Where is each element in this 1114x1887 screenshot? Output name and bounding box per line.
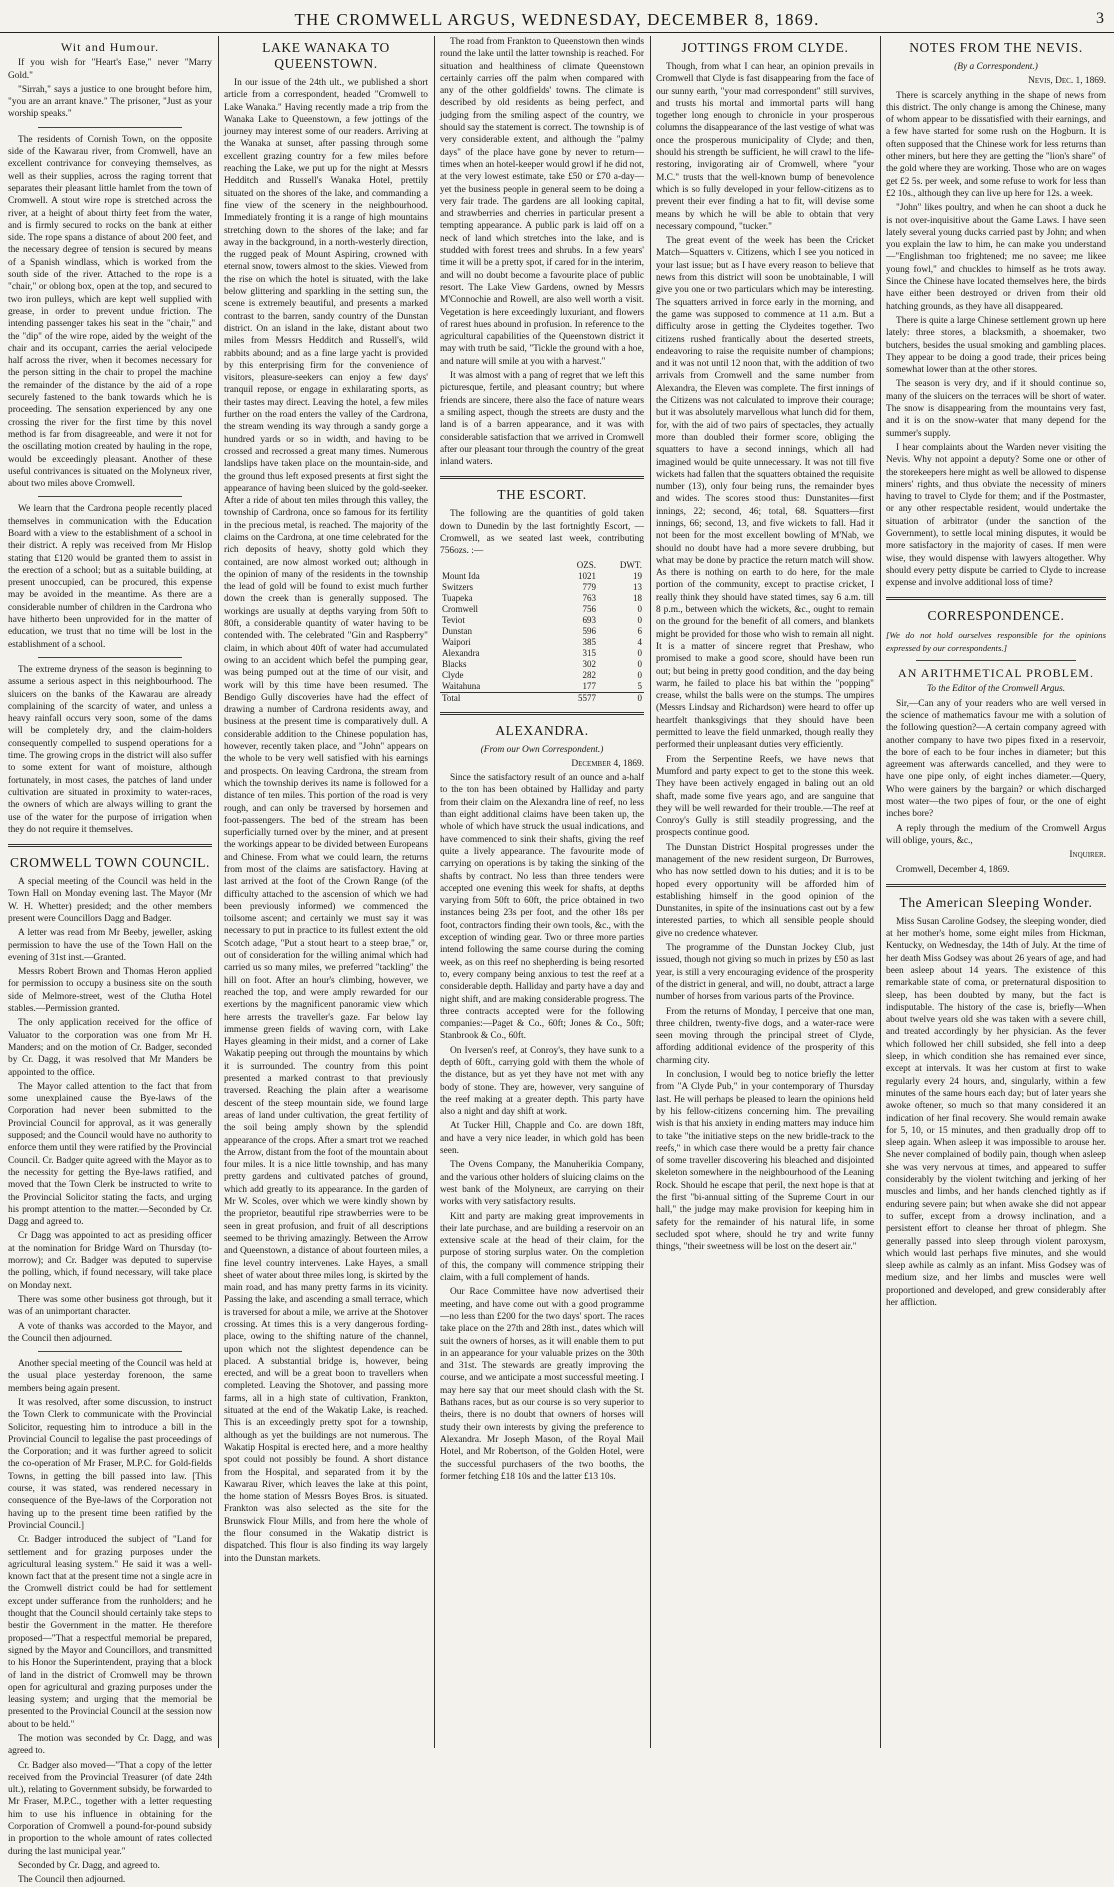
article-paragraph: I hear complaints about the Warden never visiting the Nevis. Why not appoint a deputy? Some one or other of the storekeepers here might as well be allowed to dispense miners' rights, and thus obviate the necessity of miners having to travel to Clyde for them; and if the Postmaster, or any other respectable resident, would undertake the situation of arbitrator (under the sanction of the Government), to settle local mining disputes, it would be more satisfactory in the majority of cases. If men were wise, they would dispense with lawyers altogether. Why should every petty dispute be carried to Clyde to increase expense and involve additional loss of time? <box>886 442 1106 589</box>
escort-dwt: 0 <box>637 669 642 680</box>
problem-addressee: To the Editor of the Cromwell Argus. <box>926 684 1066 695</box>
humour-item: "Sirrah," says a justice to one brought before him, "you are an arrant knave." The prisoner, "Just as your worship speaks." <box>8 84 212 120</box>
alexandra-heading: ALEXANDRA. <box>495 722 589 738</box>
council-paragraph: A vote of thanks was accorded to the Mayor, and the Council then adjourned. <box>8 1321 212 1344</box>
divider <box>38 496 182 497</box>
column-2 <box>224 36 428 1748</box>
escort-place: Tuapeka <box>442 592 473 603</box>
dateline: Nevis, Dec. 1, 1869. <box>1028 76 1106 87</box>
escort-row <box>440 615 644 626</box>
escort-total-row <box>440 692 644 704</box>
clyde-heading: JOTTINGS FROM CLYDE. <box>681 40 849 55</box>
escort-oz: 763 <box>582 592 596 603</box>
council-paragraph: Messrs Robert Brown and Thomas Heron applied for permission to occupy a business site on the south side of Melmore-street, west of the Clutha Hotel stables.—Permission granted. <box>8 967 212 1015</box>
article-paragraph: There is quite a large Chinese settlement grown up here lately: three stores, a blacksmith, a shoemaker, two butchers, besides the usual smoking and gambling places. They appear to be doing a good trade, their prices being somewhat lower than at the other stores. <box>886 315 1106 376</box>
column-rule <box>880 36 881 1748</box>
council-paragraph: Cr Dagg was appointed to act as presiding officer at the nomination for Bridge Ward on Thursday (to-morrow); and Cr. Badger was deputed to supervise the polling, which, if found necessary, will take place on Monday next. <box>8 1231 212 1291</box>
council-paragraph: Another special meeting of the Council was held at the usual place yesterday forenoon, the same members being again present. <box>8 1359 212 1394</box>
correspondence-heading: CORRESPONDENCE. <box>927 608 1065 624</box>
article-paragraph: A reply through the medium of the Cromwell Argus will oblige, yours, &c., <box>886 823 1106 846</box>
escort-row <box>440 659 644 670</box>
council-paragraph: A letter was read from Mr Beeby, jeweller, asking permission to have the use of the Town Hall on the evening of 31st inst.—Granted. <box>8 928 212 963</box>
escort-dwt: 5 <box>637 680 642 691</box>
escort-oz: 177 <box>582 680 596 691</box>
article-paragraph: The season is very dry, and if it should continue so, many of the sluicers on the terraces will be short of water. The snow is disappearing from the mountains very fast, and it is on the snow-water that many depend for the summer's supply. <box>886 379 1106 439</box>
escort-total-oz: 5577 <box>552 692 598 704</box>
escort-intro: The following are the quantities of gold taken down to Dunedin by the last fortnightly Escort, —Cromwell, as we seated last week, contributing 756ozs. :— <box>440 509 644 557</box>
article-paragraph: In conclusion, I would beg to notice briefly the letter from "A Clyde Pub," in your contemporary of Thursday last. He will perhaps be pleased to learn the opinions held by his fellow-citizens concerning him. The prevailing wish is that his anxiety in ending matters may induce him to take "the initiative steps on the new bridle-track to the reefs," in which case there would be a pretty fair chance of some traveller discovering his bleached and disjointed skeleton somewhere in the neighbourhood of the Leaning Rock. Should he escape that peril, the next hope is that at the first "bi-annual sitting of the Supreme Court in our hall," the judge may make provision for keeping him in safety for the remainder of his natural life, in some secluded spot where, should he try and write funny things, "their sweetness will be lost on the desert air." <box>656 1070 874 1253</box>
column-5 <box>886 36 1106 1748</box>
escort-dwt: 4 <box>637 636 642 647</box>
escort-place: Clyde <box>442 669 464 680</box>
escort-heading: THE ESCORT. <box>497 487 587 503</box>
correspondent-note: (From our Own Correspondent.) <box>480 744 604 755</box>
article-paragraph: The road from Frankton to Queenstown then winds round the lake until the latter township is reached. For situation and healthiness of climate Queenstown certainly carries off the palm when compared with any of the other goldfields' towns. The climate is described by old residents as being perfect, and judging from the smiling aspect of the country, we should say the statement is correct. The township is of very considerable extent, and although the "palmy days" of the place have gone by never to return—times when an hotel-keeper would growl if he did not, at the very lowest estimate, take £50 or £70 a-day—yet the business people in general seem to be doing a very fair trade. The gardens are all looking capital, and strawberries and cherries in particular present a tempting appearance. A public park is laid off on a neck of land which stretches into the lake, and is studded with forest trees and shrubs. In a few years' time it will be a pretty spot, if cared for in the interim, and will no doubt become a favourite place of public resort. The Lake View Gardens, owned by Messrs M'Connochie and Rowell, are also well worth a visit. Vegetation is here exceedingly luxuriant, and flowers of rarest hues abound in profusion. In reference to the agricultural capabilities of the Queenstown district it may with truth be said, "Tickle the ground with a hoe, and nature will smile at you with a harvest." <box>440 37 644 367</box>
unit-dwt: DWT. <box>619 559 642 570</box>
escort-row <box>440 593 644 604</box>
escort-oz: 282 <box>582 669 596 680</box>
council-paragraph: The motion was seconded by Cr. Dagg, and was agreed to. <box>8 1734 212 1757</box>
article-paragraph: The great event of the week has been the Cricket Match—Squatters v. Citizens, which I see you noticed in your last issue; but as I have every reason to believe that news from this district will soon be unobtainable, I will give you one or two particulars which may be interesting. The squatters arrived in force early in the morning, and the game was supposed to commence at 11 a.m. But a difficulty arose in getting the Clydeites together. Two citizens rushed frantically about the deserted streets, endeavoring to raise the requisite number of champions; and it was not until 12 noon that, with the addition of two arrivals from Cromwell and the same number from Alexandra, the Eleven was complete. The first innings of the Citizens was not calculated to improve their courage; but it was absolutely marvellous what lunch did for them, for, with the aid of two pairs of spectacles, they actually more than doubled their former score, obliging the squatters to have a second innings, which all had imagined would be quite unnecessary. It was not till five wickets had fallen that the squatters obtained the requisite number (13), only four being runs, the remainder byes and wides. The scores stood thus: Dunstanites—first innings, 22; second, 46; total, 68. Squatters—first innings, 66; second, 13, and five wickets to fall. Had it not been for the most excellent bowling of M'Nab, we should no doubt have had a more severe drubbing, but what may be done by practice the return match will show. As there is nothing on earth to do here, for the male portion of the community, except to practise cricket, I really think they should have stated times, say 6 a.m. till 8 p.m., between which the wickets, &c., ought to remain on the ground for the benefit of all comers, and blankets might be provided for those who wish to remain all night. It is a matter of sincere regret that Preshaw, who promised to make a good score, should have been run out; but being in pretty good condition, and the day being warm, he failed to place his bat within the "popping" crease, whilst the balls were on the stumps. The umpires (Messrs Lindsay and Richardson) were heard to offer up heartfelt thanksgivings that they should have been permitted to leave the field unmarked, though really they performed their unpleasant duties very efficiently. <box>656 236 874 751</box>
escort-row <box>440 648 644 659</box>
divider <box>886 597 1106 600</box>
council-paragraph: Cr. Badger also moved—"That a copy of the letter received from the Provincial Treasurer (of date 24th ult.), relating to Government subsidy, be forwarded to Mr Fraser, M.P.C., together with a letter requesting him to use his influence in obtaining for the Corporation of Cromwell a pound-for-pound subsidy in proportion to the whole amount of rates collected during the last municipal year." <box>8 1760 212 1857</box>
escort-dwt: 0 <box>637 603 642 614</box>
page-number: 3 <box>1096 10 1104 27</box>
article-paragraph: Sir,—Can any of your readers who are well versed in the science of mathematics favour me with a solution of the following question?—A certain company agreed with another company to have two pipes fixed in a reservoir, the bore of each to be four inches in diameter; but this agreement was afterwards cancelled, and they were to have one pipe only, of eight inches diameter.—Query, Who were gainers by the bargain? or which discharged most water—the two pipes of four, or the one of eight inches bore? <box>886 698 1106 820</box>
escort-oz: 385 <box>582 636 596 647</box>
escort-oz: 779 <box>582 581 596 592</box>
unit-oz: OZS. <box>576 559 596 570</box>
escort-row <box>440 670 644 681</box>
escort-dwt: 0 <box>637 614 642 625</box>
nevis-heading: NOTES FROM THE NEVIS. <box>909 40 1083 55</box>
escort-dwt: 0 <box>637 658 642 669</box>
escort-oz: 315 <box>582 647 596 658</box>
correspondent-note: (By a Correspondent.) <box>954 62 1038 72</box>
article-paragraph: Though, from what I can hear, an opinion prevails in Cromwell that Clyde is fast disappearing from the face of our sunny earth, "your mad correspondent" still survives, and trusts his mortal and immortal parts will hang together long enough to chronicle in your prosperous columns the disappearance of the last vestige of what was once the prosperous municipality of Clyde; and then, should his strength be sufficient, he will crawl to the life-restoring, invigorating air of Cromwell, where "your M.C." trusts that the well-known bump of benevolence which is so fully developed in your fellow-citizens as to prevent their ever finding a hat to fit, will devise some means by which he will be able to obtain that very necessary compound, "tucker." <box>656 62 874 232</box>
divider <box>440 476 644 479</box>
escort-place: Switzers <box>442 581 473 592</box>
escort-row <box>440 604 644 615</box>
escort-dwt: 18 <box>633 592 642 603</box>
divider <box>916 660 1076 661</box>
escort-oz: 302 <box>582 658 596 669</box>
escort-row <box>440 571 644 582</box>
humour-heading: Wit and Humour. <box>60 40 160 54</box>
article-paragraph: Our Race Committee have now advertised their meeting, and have come out with a good programme—no less than £200 for the two days' sport. The races take place on the 27th and 28th inst., dates which will suit the owners of horses, as it will enable them to put in an appearance for your valuable prizes on the 30th and 31st. The stewards are greatly improving the course, and we anticipate a most successful meeting. I may here say that our meet should clash with the St. Bathans races, but as our course is so very superior to theirs, there is no doubt that owners of horses will study their own interests by giving the preference to Alexandra. Mr Joseph Mason, of the Royal Mail Hotel, and Mr Robertson, of the Golden Hotel, were the successful purchasers of the two booths, the former fetching £18 10s and the latter £13 10s. <box>440 1287 644 1482</box>
escort-dwt: 13 <box>633 581 642 592</box>
escort-table <box>440 560 644 704</box>
council-paragraph: The only application received for the office of Valuator to the corporation was one from Mr H. Manders; and on the motion of Cr. Badger, seconded by Cr. Dagg, it was resolved that Mr Manders be appointed to the office. <box>8 1018 212 1078</box>
council-paragraph: It was resolved, after some discussion, to instruct the Town Clerk to communicate with the Provincial Solicitor, requesting him to introduce a bill in the Provincial Council to legalise the past proceedings of the Corporation; and it was further agreed to solicit the co-operation of Mr Fraser, M.P.C. for Gold-fields Towns, in getting the bill passed into law. [This course, it was stated, was rendered necessary in consequence of the Bye-laws of the Corporation not having up to the present time been ratified by the Provincial Council.] <box>8 1397 212 1531</box>
escort-oz: 756 <box>582 603 596 614</box>
divider <box>886 884 1106 887</box>
article-paragraph: In our issue of the 24th ult., we published a short article from a correspondent, headed "Cromwell to Lake Wanaka." Having recently made a trip from the Wanaka Lake to Queenstown, a few jottings of the journey may interest some of our readers. Arriving at the Wanaka at sunset, after passing through some excellent grazing country for a few miles before reaching the Lake, we put up for the night at Messrs Hedditch and Russell's Wanaka Hotel, prettily situated on the shores of the lake, and commanding a fine view of the scenery in the neighbourhood. Immediately fronting it is a range of high mountains stretching down to the shores of the lake; and far away in the background, in a north-westerly direction, the rugged peak of Mount Aspiring, crowned with eternal snow, towers almost to the skies. Viewed from the rise on which the hotel is situated, with the lake below glittering and sparkling in the setting sun, the scene is extremely beautiful, and presents a marked contrast to the barren, sandy country of the Dunstan district. On an island in the lake, distant about two miles from Messrs Hedditch and Russell's, wild rabbits abound; and as a fine large yacht is provided by this enterprising firm for the convenience of visitors, pleasure-seekers can enjoy a few days' tranquil repose, or engage in exhilarating sports, as their tastes may direct. Leaving the hotel, a few miles further on the road enters the valley of the Cardrona, the stream wending its way through a sandy gorge a hundred yards or so in width, and having to be crossed and recrossed a great many times. Numerous landslips have taken place on the mountain-side, and the ground thus left exposed presents at first sight the appearance of having been sluiced by the gold-seeker. After a ride of about ten miles through this valley, the township of Cardrona, once so famous for its fertility in the precious metal, is reached. The majority of the claims on the Cardrona, at one time celebrated for the rich deposits of heavy, shotty gold which they contained, are now almost worked out; although in the opinion of many of the residents in the township the lead of gold will be found to exist much further down the creek than is generally supposed. The workings are usually at depths varying from 50ft to 80ft, a considerable quantity of water having to be contended with. The celebrated "Gin and Raspberry" claim, in which about 40ft of water had accumulated owing to an accident which befel the pumping gear, was being pumped out at the time of our visit, and work will by this time have been resumed. The Bendigo Gully discoveries have had the effect of drawing a number of Cardrona residents away, and business at the present time is comparatively dull. A considerable addition to the Chinese population has, however, recently taken place, and "John" appears on the whole to be very well satisfied with his earnings and prospects. On leaving Cardrona, the stream from which the township derives its name is followed for a distance of ten miles. This portion of the road is very rough, and can only be traversed by horsemen and foot-passengers. The bed of the stream has been superficially turned over by the miner, and at present the workings appear to be divided between Europeans and Chinese. From what we could learn, the returns from most of the claims are satisfactory. Having at last arrived at the foot of the Crown Range (of the difficulty attached to the ascension of which we had been previously informed) we commenced the toilsome ascent; and certainly we must say it was necessary to put in practice to its fullest extent the old Scotch adage, "Put a stout heart to a steep brae," or, out of consideration for the willing animal which had carried us so many miles, we preferred "tackling" the hill on foot. After an hour's climbing, however, we reached the top, and were amply rewarded for our exertions by the magnificent panoramic view which here arrests the traveller's gaze. Far below lay immense green fields of waving corn, with Lake Hayes gleaming in their midst, and a corner of Lake Wakatip peeping out through the mountains by which it is surrounded. The country from this point presented a marked contrast to that previously traversed. Reaching the plain after a wearisome descent of the steep mountain side, we found large areas of land under cultivation, the great fertility of the soil being amply shown by the splendid appearance of the crops. After a smart trot we reached the Arrow, distant from the foot of the mountain about four miles. It is a nice little township, and has many pretty gardens and cultivated patches of ground, which add greatly to its appearance. In the garden of Mr W. Scoles, over which we were kindly shown by the proprietor, beautiful ripe strawberries were to be seen in great profusion, and fruit of all descriptions seemed to be thriving amazingly. Between the Arrow and Queenstown, a distance of about fourteen miles, a fine level country intervenes. Lake Hayes, a small sheet of water about three miles long, is skirted by the main road, and has many pretty farms in its vicinity. Passing the lake, and ascending a small terrace, which is traversed for about a mile, we arrive at the Shotover crossing. At times this is a very dangerous fording-place, owing to the shifting nature of the channel, upon which not the slightest dependence can be placed. A substantial bridge is, however, being erected, and will be a great boon to travellers when completed. Leaving the Shotover, and passing more farms, all in a high state of cultivation, Frankton, situated at the end of the Wakatip Lake, is reached. This is an exceedingly pretty spot for a township, although as yet the buildings are not numerous. The Wakatip Hospital is erected here, and a more healthy spot could not possibly be found. A short distance from the Hospital, and separated from it by the Kawarau River, which leaves the lake at this point, the home station of Messrs Boyes Bros. is situated. Frankton was also selected as the site for the Brunswick Flour Mills, and from here the whole of the flour consumed in the Wakatip district is dispatched. This flour is also finding its way largely into the Dunstan markets. <box>224 78 428 1564</box>
escort-row <box>440 582 644 593</box>
article-paragraph: Miss Susan Caroline Godsey, the sleeping wonder, died at her mother's home, some eight miles from Hickman, Kentucky, on Wednesday, the 14th of July. At the time of her death Miss Godsey was about 26 years of age, and had been asleep about 14 years. The existence of this remarkable state of coma, or preternatural disposition to sleep, has been doubted by many, but the fact is indisputable. The history of the case is, briefly—When about twelve years old she was taken with a severe chill, and treated accordingly by her physician. As the fever which followed her chill subsided, she fell into a deep sleep, in which condition she has remained ever since, except at intervals. It was her custom at first to wake regularly every 24 hours, and, singularly, within a few minutes of the same hours each day; but of later years she awoke oftener, so much so that many considered it an indication of her final recovery. She would remain awake for 5, 10, or 15 minutes, and then gradually drop off to sleep again. When asleep it was impossible to arouse her. She never complained of bodily pain, though when asleep she was very nervous at times, and appeared to suffer considerably by the violent twitching and jerking of her muscles and limbs, and her hands clenched tightly as if enduring severe pain; but when awake she did not appear to suffer, except from a drowsy inclination, and a persistent effort to cleanse her throat of phlegm. She generally passed into sleep through violent paroxysm, which would last perhaps five minutes, and she would sleep awhile as calmly as an infant. Miss Godsey was of medium size, and her limbs and muscles were well proportioned and developed, and grew considerably after her affliction. <box>886 916 1106 1309</box>
column-rule <box>650 36 651 1748</box>
article-paragraph: The programme of the Dunstan Jockey Club, just issued, though not giving so much in prizes by £50 as last year, is still a very encouraging evidence of the prosperity of the district in general, and will, no doubt, attract a large number of horses from various parts of the Province. <box>656 943 874 1003</box>
escort-oz: 596 <box>582 625 596 636</box>
article-paragraph: From the returns of Monday, I perceive that one man, three children, twenty-five dogs, and a water-race were seen moving through the principal street of Clyde, affording additional evidence of the prosperity of this charming city. <box>656 1006 874 1066</box>
article-paragraph: There is scarcely anything in the shape of news from this district. The only change is among the Chinese, many of whom appear to be dissatisfied with their earnings, and a few have started for some rush on the Hogburn. It is often supposed that the Chinese work for less returns than other miners, but here they are getting the "lion's share" of the gold where they are working. Those who are on wages get £2 5s. per week, and some refuse to work for less than £2 10s., although they can live up here for 12s. a week. <box>886 90 1106 199</box>
article-paragraph: Since the satisfactory result of an ounce and a-half to the ton has been obtained by Halliday and party from their claim on the Alexandra line of reef, no less than eight additional claims have been taken up, the whole of which have struck the usual indications, and have commenced to sink their shafts, giving the reef quite a lively appearance. The favourite mode of carrying on operations is by taking the sinking of the shafts by contract. No less than three tenders were accepted one evening this week for shafts, at depths varying from 50ft to 60ft, the price obtained in two instances being 23s per foot, and the other 18s per foot, contractors finding their own tools, &c., with the exception of winding gear. Two or three more parties intend following the same course during the coming week, as on this reef no shepherding is being resorted to, every company being anxious to test the reef at a considerable depth. Halliday and party have a day and night shift, and are making considerable progress. The three contracts accepted were for the following companies:—Paget & Co., 60ft; Jones & Co., 50ft; Stanbrook & Co., 60ft. <box>440 773 644 1042</box>
article-paragraph: It was almost with a pang of regret that we left this picturesque, fertile, and pleasant country; but where friends are sincere, there also the face of nature wears a smiling aspect, though the streets are dusty and the land is of a barren appearance, and it was with considerable satisfaction that we arrived in Cromwell after our pleasant tour through the country of the great inland waters. <box>440 371 644 468</box>
article-paragraph: At Tucker Hill, Chapple and Co. are down 18ft, and have a very nice leader, in which gold has been seen. <box>440 1121 644 1157</box>
wonder-heading: The American Sleeping Wonder. <box>899 894 1093 910</box>
correspondence-note: [We do not hold ourselves responsible for the opinions expressed by our correspondents.] <box>886 630 1106 653</box>
escort-dwt: 6 <box>637 625 642 636</box>
column-rule <box>434 36 435 1748</box>
article-paragraph: The residents of Cornish Town, on the opposite side of the Kawarau river, from Cromwell, have an excellent contrivance for conveying themselves, as well as their supplies, across the raging torrent that separates their pleasant little hamlet from the town of Cromwell. A stout wire rope is stretched across the river, at a height of about thirty feet from the water, and is firmly secured to rocks on the bank at either side. The rope spans a distance of about 200 feet, and the necessary degree of tension is secured by means of a Spanish windlass, which is worked from the south side of the river. Attached to the rope is a "chair," or oblong box, open at the top, and secured to two iron pulleys, which are kept well supplied with grease, in order to prevent undue friction. The intending passenger takes his seat in the "chair," and the "dip" of the wire rope, aided by the weight of the chair and its occupant, carries the aerial velocipede half across the river, when it becomes necessary for the person sitting in the chair to propel the machine the remainder of the distance by the aid of a rope securely fastened to the bank towards which he is proceeding. The sensation experienced by any one crossing the river for the first time by this novel method is far from disagreeable, and were it not for the oscillating motion created by hauling in the rope, would be exceedingly pleasant. Another of these useful contrivances is situated on the Molyneux river, about two miles above Cromwell. <box>8 134 212 490</box>
masthead-title: THE CROMWELL ARGUS, WEDNESDAY, DECEMBER 8, 1869. <box>294 10 820 29</box>
article-paragraph: The Ovens Company, the Manuherikia Company, and the various other holders of sluicing claims on the west bank of the Molyneux, are carrying on their works with very satisfactory results. <box>440 1160 644 1208</box>
escort-oz: 1021 <box>578 570 596 581</box>
article-paragraph: "John" likes poultry, and when he can shoot a duck he is not over-inquisitive about the Game Laws. I have seen lately several young ducks carried past by John; and when you explain the law to him, he can make you understand—"Englishman too frightened; me no savee; me likee young fowl," and chuckles to himself as he trots away. Since the Chinese have located themselves here, the birds have either been destroyed or driven from their old hatching grounds, as they have all disappeared. <box>886 203 1106 312</box>
divider <box>38 657 182 658</box>
article-paragraph: Kitt and party are making great improvements in their late purchase, and are building a reservoir on an extensive scale at the head of their claim, for the purpose of storing surplus water. On the completion of this, the company will commence stripping their claim, with a full complement of hands. <box>440 1211 644 1284</box>
dateline: December 4, 1869. <box>571 758 644 769</box>
escort-total-dwt: 0 <box>598 692 644 704</box>
council-paragraph: Cr. Badger introduced the subject of "Land for settlement and for grazing purposes under the agricultural leasing system." He said it was a well-known fact that at the present time not a single acre in the Cromwell district could be had for settlement except under sufferance from the runholders; and he thought that the Council should certainly take steps to bestir the Government in the matter. He therefore proposed—"That a respectful memorial be prepared, signed by the Mayor and Councillors, and transmitted to his Honor the Superintendent, praying that a block of land in the district of Cromwell may be thrown open for agricultural and grazing purposes under the leasing system; and urging that the memorial be presented to the Provincial Council at the session now about to be held." <box>8 1535 212 1730</box>
escort-place: Cromwell <box>442 603 478 614</box>
column-rule <box>218 36 219 1748</box>
humour-item: If you wish for "Heart's Ease," never "Marry Gold." <box>8 58 212 81</box>
divider <box>440 712 644 715</box>
article-paragraph: On Iversen's reef, at Conroy's, they have sunk to a depth of 60ft., carrying gold with them the whole of the distance, but as yet they have not met with any body of stone. They are, however, very sanguine of the reef making at a greater depth. This party have also a night and day shift at work. <box>440 1045 644 1118</box>
article-paragraph: From the Serpentine Reefs, we have news that Mumford and party expect to get to the stone this week. They have been actively engaged in baling out an old shaft, made some five years ago, and are sanguine that they will be well rewarded for their trouble.—The reef at Conroy's Gully is still steadily progressing, and the prospects continue good. <box>656 754 874 839</box>
problem-heading: AN ARITHMETICAL PROBLEM. <box>898 666 1094 681</box>
escort-row <box>440 637 644 648</box>
escort-place: Waitahuna <box>442 680 481 691</box>
article-paragraph: The extreme dryness of the season is beginning to assume a serious aspect in this neighbourhood. The sluicers on the banks of the Kawarau are already complaining of the scarcity of water, and unless a heavy rainfall occurs very soon, some of the dams will be completely dry, and the claim-holders consequently compelled to suspend operations for a time. The growing crops in the district will also suffer to some extent for want of moisture, although fortunately, in most cases, the patches of land under cultivation are situated in proximity to water-races, the owners of which are always willing to grant the use of the water for the purpose of irrigation when they do not require it themselves. <box>8 664 212 835</box>
escort-units-row <box>440 560 644 571</box>
escort-total-label: Total <box>440 692 552 704</box>
column-1 <box>8 36 212 1886</box>
council-paragraph: There was some other business got through, but it was of an unimportant character. <box>8 1294 212 1318</box>
escort-place: Waipori <box>442 636 471 647</box>
escort-place: Mount Ida <box>442 570 480 581</box>
escort-dwt: 19 <box>633 570 642 581</box>
council-paragraph: A special meeting of the Council was held in the Town Hall on Monday evening last. The Mayor (Mr W. H. Whetter) presided; and the other members present were Councillors Dagg and Badger. <box>8 877 212 924</box>
council-paragraph: The Council then adjourned. <box>18 1875 126 1886</box>
divider <box>38 127 182 128</box>
escort-place: Blacks <box>442 658 467 669</box>
council-paragraph: Seconded by Cr. Dagg, and agreed to. <box>18 1860 160 1871</box>
divider <box>8 844 212 847</box>
escort-place: Teviot <box>442 614 465 625</box>
column-4 <box>656 36 874 1748</box>
council-heading: CROMWELL TOWN COUNCIL. <box>9 855 211 871</box>
escort-oz: 693 <box>582 614 596 625</box>
signature: Inquirer. <box>1069 850 1106 861</box>
dateline: Cromwell, December 4, 1869. <box>896 864 1010 875</box>
escort-row <box>440 626 644 637</box>
council-paragraph: The Mayor called attention to the fact that from some unexplained cause the Bye-laws of the Corporation had never been submitted to the Provincial Council for approval, as it was generally supposed; and the Council would have no authority to enforce them until they were ratified by the Provincial Council. Cr. Badger quite agreed with the Mayor as to the necessity for getting the Bye-laws ratified, and moved that the Town Clerk be instructed to write to the Provincial Solicitor stating the facts, and urging his prompt attention to the matter.—Seconded by Cr. Dagg and agreed to. <box>8 1081 212 1228</box>
escort-place: Alexandra <box>442 647 480 658</box>
wanaka-heading: LAKE WANAKA TO QUEENSTOWN. <box>262 40 390 71</box>
divider <box>38 1351 182 1352</box>
column-3 <box>440 36 644 1748</box>
masthead <box>0 6 1114 33</box>
article-paragraph: We learn that the Cardrona people recently placed themselves in communication with the Education Board with a view to the establishment of a school in their district. A reply was received from Mr Hislop stating that £120 would be granted them to assist in the erection of a school; but as a suitable building, at present unoccupied, can be procured, this expense may be avoided in the meantime. As there are a considerable number of children in the Cardrona who have hitherto been unprovided for in the matter of education, we trust that no time will be lost in the establishment of a school. <box>8 504 212 650</box>
article-paragraph: The Dunstan District Hospital progresses under the management of the new resident surgeon, Dr Burrowes, who has now settled down to his duties; and it is to be hoped every opportunity will be afforded him of establishing himself in the good opinion of the Dunstanites, in spite of the insinuations cast out by a few interested parties, to which all sensible people should give no credence whatever. <box>656 842 874 939</box>
escort-place: Dunstan <box>442 625 472 636</box>
escort-dwt: 0 <box>637 647 642 658</box>
escort-row <box>440 681 644 693</box>
